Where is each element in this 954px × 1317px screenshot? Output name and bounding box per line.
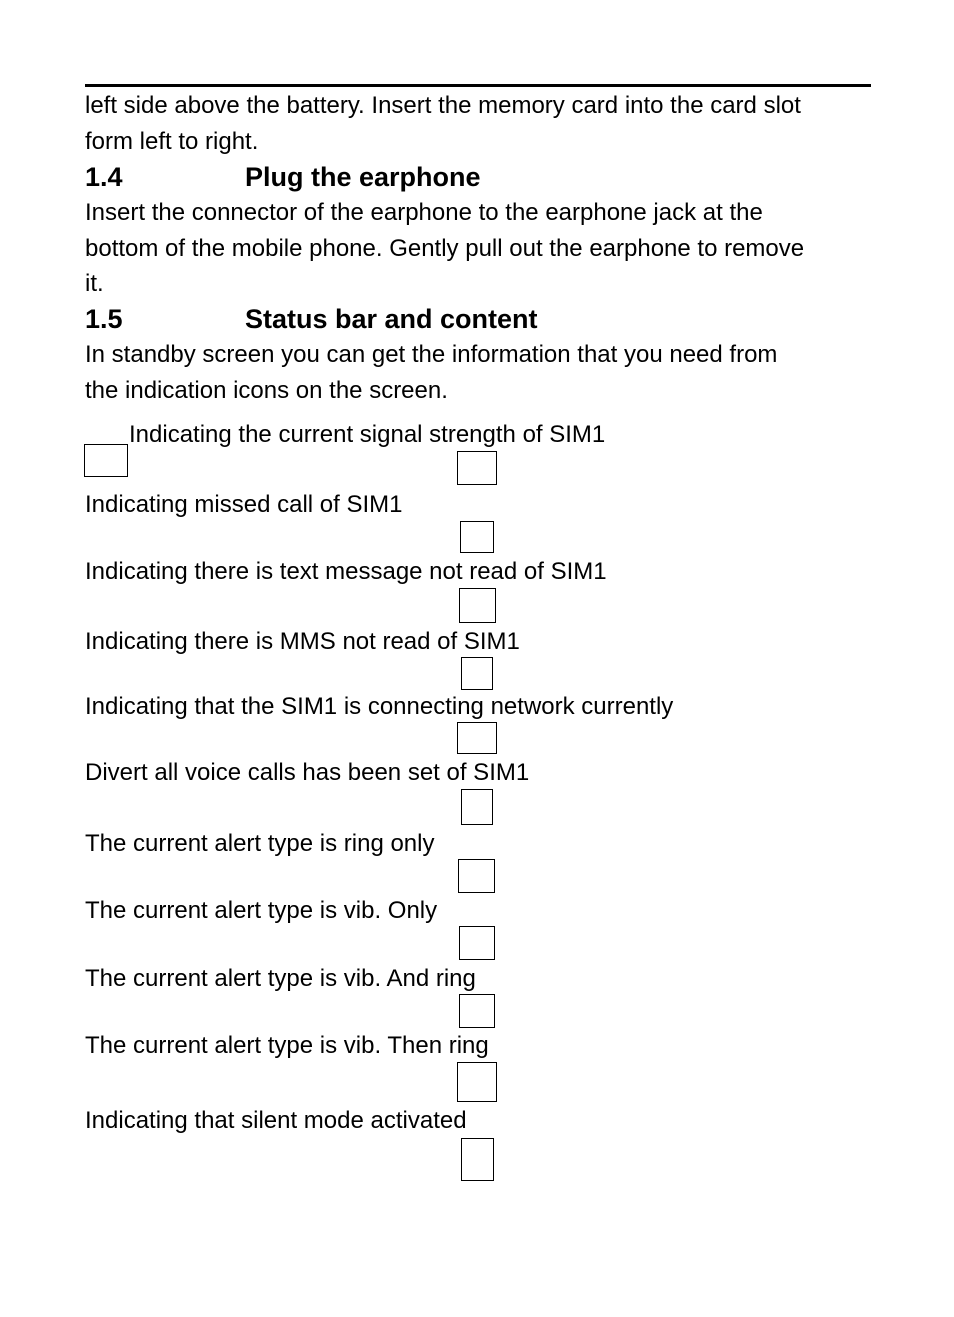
unread-mms-icon — [459, 588, 496, 623]
indicator-text: Indicating missed call of SIM1 — [85, 491, 403, 518]
section-1-4-title: Plug the earphone — [245, 162, 481, 192]
indicator-text: Indicating there is MMS not read of SIM1 — [85, 628, 520, 655]
header-rule — [85, 84, 871, 87]
signal-strength-icon — [84, 444, 128, 477]
indicator-text: The current alert type is vib. Only — [85, 897, 438, 924]
indicator-text: Indicating that the SIM1 is connecting network currently — [85, 693, 674, 720]
section-1-5-number: 1.5 — [85, 304, 123, 334]
status-icon-placeholder — [461, 1138, 494, 1181]
section-1-5-heading — [85, 302, 871, 336]
intro-line-1: left side above the battery. Insert the memory card into the card slot — [85, 92, 801, 119]
network-connecting-icon — [461, 657, 493, 690]
indicator-text: Indicating that silent mode activated — [85, 1107, 467, 1134]
unread-sms-icon — [460, 521, 494, 553]
section-1-5-line-1: In standby screen you can get the information that you need from — [85, 341, 778, 368]
indicator-text: Indicating the current signal strength of SIM1 — [129, 421, 606, 448]
intro-line-2: form left to right. — [85, 128, 259, 155]
section-1-4-line-3: it. — [85, 270, 104, 297]
indicator-text: The current alert type is vib. And ring — [85, 965, 476, 992]
section-1-4-line-2: bottom of the mobile phone. Gently pull out the earphone to remove — [85, 235, 805, 262]
indicator-text: Indicating there is text message not read of SIM1 — [85, 558, 607, 585]
missed-call-icon — [457, 451, 497, 485]
indicator-text: The current alert type is ring only — [85, 830, 435, 857]
section-1-5-title: Status bar and content — [245, 304, 538, 334]
vibrate-only-icon — [458, 859, 495, 893]
silent-mode-icon — [457, 1062, 497, 1102]
section-1-4-line-1: Insert the connector of the earphone to the earphone jack at the — [85, 199, 763, 226]
vibrate-and-ring-icon — [459, 926, 495, 960]
section-1-4-heading — [85, 160, 871, 194]
indicator-text: Divert all voice calls has been set of SIM1 — [85, 759, 530, 786]
vibrate-then-ring-icon — [459, 994, 495, 1028]
section-1-5-line-2: the indication icons on the screen. — [85, 377, 448, 404]
indicator-text: The current alert type is vib. Then ring — [85, 1032, 489, 1059]
ring-only-icon — [461, 789, 493, 825]
call-divert-icon — [457, 722, 497, 754]
section-1-4-number: 1.4 — [85, 162, 123, 192]
